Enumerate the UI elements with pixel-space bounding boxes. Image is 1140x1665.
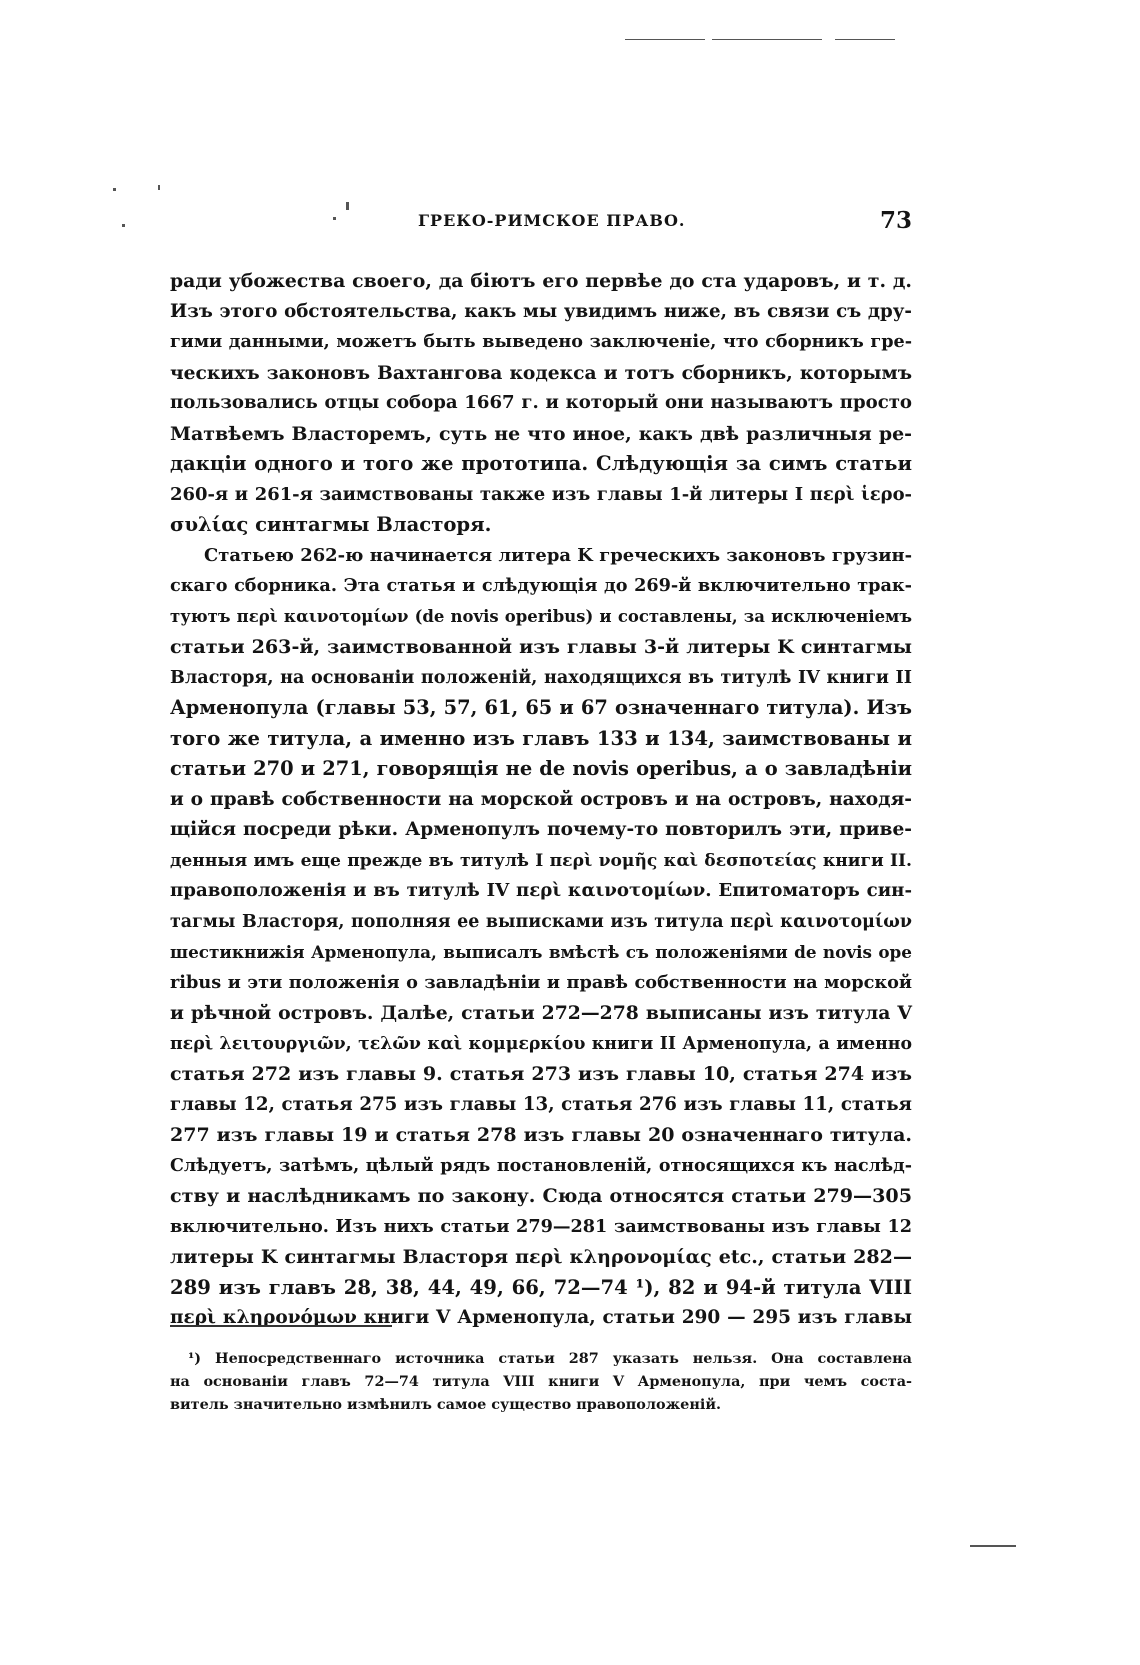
- text-line: того же титула, а именно изъ главъ 133 и 134, заимствованы и: [170, 726, 912, 750]
- text-line: Слѣдуетъ, затѣмъ, цѣлый рядъ постановленій, относящихся къ наслѣд-: [170, 1155, 912, 1176]
- text-line: Изъ этого обстоятельства, какъ мы увидимъ ниже, въ связи съ дру-: [170, 300, 912, 322]
- text-line: включительно. Изъ нихъ статьи 279—281 заимствованы изъ главы 12: [170, 1215, 912, 1237]
- text-line: ству и наслѣдникамъ по закону. Сюда относятся статьи 279—305: [170, 1184, 912, 1207]
- text-line: скаго сборника. Эта статья и слѣдующія до 269-й включительно трак-: [170, 575, 912, 596]
- text-line: ческихъ законовъ Вахтангова кодекса и тотъ сборникъ, которымъ: [170, 361, 912, 384]
- running-title: ГРЕКО-РИМСКОЕ ПРАВО.: [418, 211, 686, 230]
- text-line: статьи 263-й, заимствованной изъ главы 3-й литеры Κ синтагмы: [170, 636, 912, 658]
- footnote-line: ¹) Непосредственнаго источника статьи 287 указать нельзя. Она составлена: [188, 1350, 912, 1367]
- scan-artifact: [625, 39, 705, 40]
- scan-artifact: [712, 39, 822, 40]
- text-line: συλίας синтагмы Власторя.: [170, 513, 492, 536]
- text-line: ribus и эти положенія о завладѣніи и правѣ собственности на морской: [170, 971, 912, 993]
- text-line: литеры Κ синтагмы Власторя περὶ κληρονομίας etc., статьи 282—: [170, 1246, 912, 1268]
- text-line: пользовались отцы собора 1667 г. и который они называютъ просто: [170, 392, 912, 413]
- scan-artifact: [158, 185, 160, 190]
- body-text: [170, 266, 912, 1334]
- text-line: денныя имъ еще прежде въ титулѣ I περὶ νομῆς καὶ δεσποτείας книги II.: [170, 850, 912, 871]
- scan-artifact: [122, 224, 125, 227]
- text-line: περὶ κληρονόμων книги V Арменопула, статьи 290 — 295 изъ главы: [170, 1307, 912, 1328]
- text-line: главы 12, статья 275 изъ главы 13, статья 276 изъ главы 11, статья: [170, 1093, 912, 1115]
- paragraph-1: [170, 266, 912, 541]
- text-line: шестикнижія Арменопула, выписалъ вмѣстѣ съ положеніями de novis ope: [170, 942, 912, 962]
- text-line: туютъ περὶ καινοτομίων (de novis operibus) и составлены, за исключеніемъ: [170, 606, 912, 626]
- footnote-divider: [170, 1325, 392, 1327]
- text-line: статьи 270 и 271, говорящія не de novis operibus, а о завладѣніи: [170, 757, 912, 780]
- text-line: и рѣчной островъ. Далѣе, статьи 272—278 выписаны изъ титула V: [170, 1002, 912, 1024]
- text-line: тагмы Власторя, пополняя ее выписками изъ титула περὶ καινοτομίων: [170, 911, 912, 932]
- page-number: 73: [879, 207, 912, 234]
- text-line: Статьею 262-ю начинается литера Κ греческихъ законовъ грузин-: [204, 544, 912, 566]
- text-line: щійся посреди рѣки. Арменопулъ почему-то повторилъ эти, приве-: [170, 819, 912, 840]
- text-line: περὶ λειτουργιῶν, τελῶν καὶ κομμερκίου книги II Арменопула, а именно: [170, 1033, 912, 1054]
- text-line: Власторя, на основаніи положеній, находящихся въ титулѣ IV книги II: [170, 666, 912, 688]
- footnote: [170, 1347, 912, 1416]
- text-line: 277 изъ главы 19 и статья 278 изъ главы 20 означеннаго титула.: [170, 1124, 912, 1146]
- text-line: Арменопула (главы 53, 57, 61, 65 и 67 означеннаго титула). Изъ: [170, 696, 912, 719]
- text-line: статья 272 изъ главы 9. статья 273 изъ главы 10, статья 274 изъ: [170, 1063, 912, 1085]
- scan-artifact: [113, 188, 116, 191]
- scan-artifact: [970, 1545, 1016, 1547]
- page-header: [170, 207, 912, 237]
- footnote-line: на основаніи главъ 72—74 титула VIII книги V Арменопула, при чемъ соста-: [170, 1373, 912, 1390]
- paragraph-2: [170, 541, 912, 1334]
- text-line: 289 изъ главъ 28, 38, 44, 49, 66, 72—74 ¹), 82 и 94-й титула VIII: [170, 1275, 912, 1299]
- text-line: гими данными, можетъ быть выведено заключеніе, что сборникъ гре-: [170, 331, 912, 352]
- text-line: и о правѣ собственности на морской островъ и на островъ, находя-: [170, 788, 912, 810]
- text-line: ради убожества своего, да біютъ его первѣе до ста ударовъ, и т. д.: [170, 270, 912, 292]
- text-line: 260-я и 261-я заимствованы также изъ главы 1-й литеры Ι περὶ ἱερο-: [170, 483, 912, 505]
- text-line: Матвѣемъ Власторемъ, суть не что иное, какъ двѣ различныя ре-: [170, 422, 912, 445]
- text-line: правоположенія и въ титулѣ IV περὶ καινοτομίων. Епитоматоръ син-: [170, 880, 912, 901]
- scan-artifact: [835, 39, 895, 40]
- text-line: дакціи одного и того же прототипа. Слѣдующія за симъ статьи: [170, 452, 912, 475]
- footnote-line: витель значительно измѣнилъ самое существо правоположеній.: [170, 1396, 722, 1413]
